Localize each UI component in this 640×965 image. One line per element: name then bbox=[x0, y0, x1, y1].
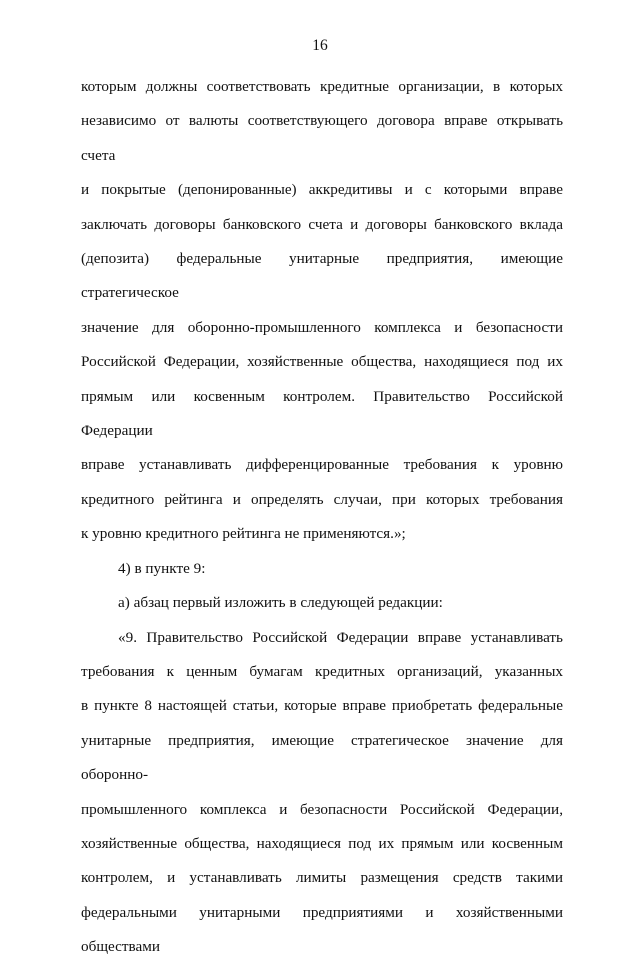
text-line: промышленного комплекса и безопасности Российской Федерации, bbox=[81, 800, 563, 818]
paragraph-quoted-clause bbox=[81, 621, 563, 965]
text-line: которым должны соответствовать кредитные организации, в которых bbox=[81, 78, 563, 95]
sub-item-a: а) абзац первый изложить в следующей редакции: bbox=[118, 594, 443, 612]
text-line: «9. Правительство Российской Федерации вправе устанавливать bbox=[118, 628, 563, 646]
text-line: требования к ценным бумагам кредитных организаций, указанных bbox=[81, 662, 563, 680]
text-line: прямым или косвенным контролем. Правительство Российской Федерации bbox=[81, 387, 563, 440]
text-line: значение для оборонно-промышленного комплекса и безопасности bbox=[81, 318, 563, 336]
page-number: 16 bbox=[312, 37, 328, 54]
text-line: заключать договоры банковского счета и договоры банковского вклада bbox=[81, 215, 563, 233]
list-item-4: 4) в пункте 9: bbox=[118, 559, 206, 577]
text-line: хозяйственные общества, находящиеся под их прямым или косвенным bbox=[81, 834, 563, 852]
text-line: в пункте 8 настоящей статьи, которые вправе приобретать федеральные bbox=[81, 697, 563, 715]
text-line: контролем, и устанавливать лимиты размещения средств такими bbox=[81, 869, 563, 887]
text-line: независимо от валюты соответствующего договора вправе открывать счета bbox=[81, 112, 563, 164]
text-line: Российской Федерации, хозяйственные общества, находящиеся под их bbox=[81, 353, 563, 371]
document-body bbox=[81, 70, 563, 965]
text-line: вправе устанавливать дифференцированные требования к уровню bbox=[81, 456, 563, 474]
text-line: к уровню кредитного рейтинга не применяются.»; bbox=[81, 525, 406, 543]
text-line: унитарные предприятия, имеющие стратегическое значение для оборонно- bbox=[81, 731, 563, 784]
paragraph-continuation bbox=[81, 70, 563, 552]
text-line: (депозита) федеральные унитарные предприятия, имеющие стратегическое bbox=[81, 250, 563, 302]
text-line: федеральными унитарными предприятиями и хозяйственными обществами bbox=[81, 903, 563, 956]
text-line: и покрытые (депонированные) аккредитивы и с которыми вправе bbox=[81, 181, 563, 199]
text-line: кредитного рейтинга и определять случаи, при которых требования bbox=[81, 490, 563, 508]
